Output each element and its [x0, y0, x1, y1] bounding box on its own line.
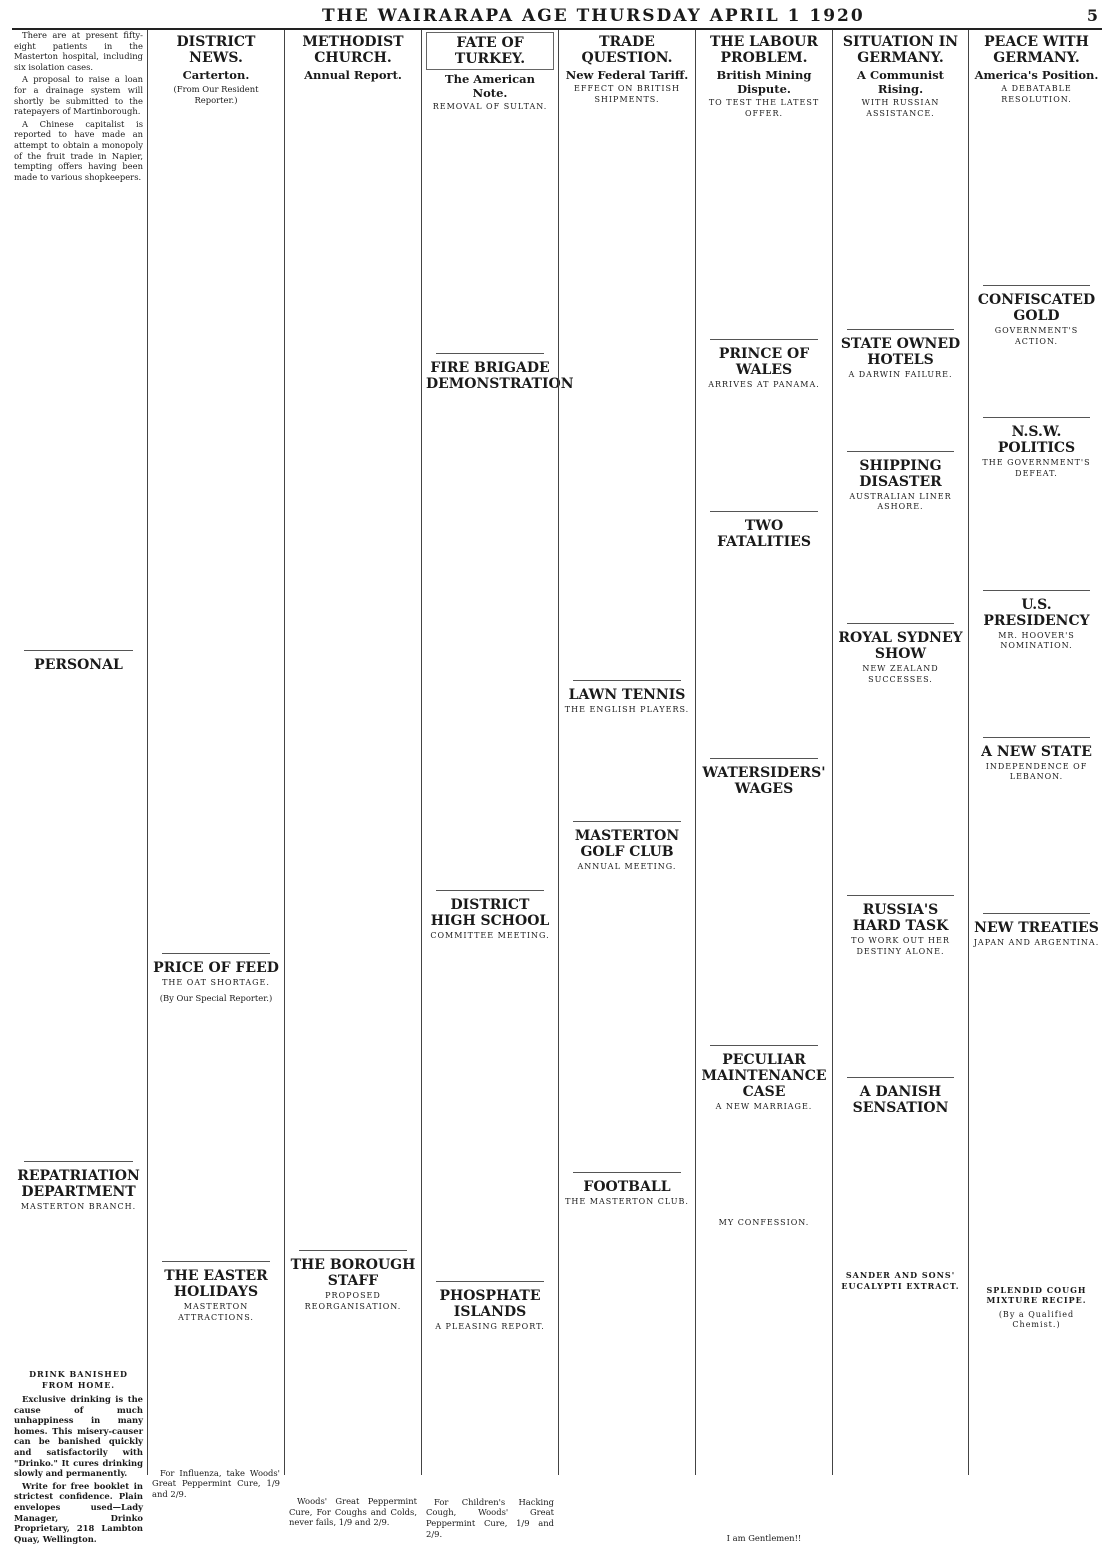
section-subheading: AUSTRALIAN LINER ASHORE. — [849, 491, 952, 512]
section-subheading: TO WORK OUT HER DESTINY ALONE. — [851, 936, 950, 956]
section-heading: SITUATION IN GERMANY. — [842, 34, 959, 66]
section-subheading: Carterton. — [182, 68, 250, 82]
section-subheading: THE ENGLISH PLAYERS. — [564, 705, 690, 715]
byline: (By Our Special Reporter.) — [159, 992, 273, 1003]
column-4 — [421, 30, 574, 1539]
section-heading: PRINCE OF WALES — [718, 346, 810, 379]
section-heading: PEACE WITH GERMANY. — [984, 34, 1089, 66]
section-heading: REPATRIATION DEPARTMENT — [17, 1168, 140, 1201]
section-heading: FIRE BRIGADE DEMONSTRATION — [426, 359, 574, 392]
ad-footer: Write for free booklet in strictest confidence. Plain envelopes used—Lady Manager, Drinko Proprietary, 218 Lambton Quay, Wellington. — [14, 1480, 143, 1544]
section-subheading: Annual Report. — [304, 68, 402, 82]
section-heading: FATE OF TURKEY. — [426, 32, 554, 70]
paragraph: There are at present fifty-eight patients in the Masterton hospital, including six isolation cases. — [14, 30, 143, 72]
section-subheading: ANNUAL MEETING. — [577, 861, 677, 871]
ad-heading: SPLENDID COUGH MIXTURE RECIPE. — [986, 1284, 1087, 1306]
section-subheading: A DEBATABLE RESOLUTION. — [1001, 84, 1072, 104]
section-subheading: WITH RUSSIAN ASSISTANCE. — [861, 98, 940, 118]
section-subheading: America's Position. — [974, 68, 1099, 82]
section-subheading: TO TEST THE LATEST OFFER. — [708, 98, 820, 118]
section-heading: METHODIST CHURCH. — [302, 34, 404, 66]
section-subheading: REMOVAL OF SULTAN. — [432, 102, 548, 111]
section-heading: NEW TREATIES — [974, 919, 1099, 936]
ad-footer: I am Gentlemen!! — [726, 1532, 802, 1543]
section-subheading: A NEW MARRIAGE. — [715, 1101, 813, 1111]
section-heading: CONFISCATED GOLD — [977, 292, 1096, 325]
ad-heading: SANDER AND SONS' EUCALYPTI EXTRACT. — [841, 1270, 960, 1291]
section-subheading: A Communist Rising. — [857, 68, 944, 96]
section-heading: TRADE QUESTION. — [581, 34, 673, 66]
section-heading: TWO FATALITIES — [717, 517, 811, 550]
section-subheading: MASTERTON ATTRACTIONS. — [178, 1302, 254, 1322]
section-heading: WATERSIDERS' WAGES — [702, 764, 826, 797]
section-subheading: British Mining Dispute. — [716, 68, 812, 96]
section-heading: DISTRICT NEWS. — [176, 34, 256, 66]
section-heading: ROYAL SYDNEY SHOW — [838, 629, 963, 662]
section-heading: N.S.W. POLITICS — [997, 424, 1076, 457]
section-heading: RUSSIA'S HARD TASK — [852, 902, 949, 935]
column-1 — [10, 30, 147, 1544]
paragraph: A proposal to raise a loan for a drainage system will shortly be submitted to the ratepayers of Martinborough. — [14, 74, 143, 117]
section-heading: LAWN TENNIS — [568, 687, 686, 704]
section-subheading: THE MASTERTON CLUB. — [565, 1197, 689, 1207]
ad-footer: For Influenza, take Woods' Great Peppermint Cure, 1/9 and 2/9. — [152, 1467, 280, 1499]
masthead — [12, 4, 1102, 30]
section-subheading: GOVERNMENT'S ACTION. — [994, 326, 1079, 346]
column-2 — [147, 30, 284, 1499]
section-subheading: PROPOSED REORGANISATION. — [304, 1291, 402, 1311]
section-heading: PERSONAL — [34, 657, 123, 674]
section-subheading: MR. HOOVER'S NOMINATION. — [998, 630, 1075, 651]
byline: (From Our Resident Reporter.) — [173, 84, 259, 105]
section-heading: THE LABOUR PROBLEM. — [709, 34, 819, 66]
columns — [10, 30, 1104, 1544]
column-8 — [968, 30, 1104, 1475]
section-subheading: The American Note. — [445, 72, 535, 100]
section-heading: SHIPPING DISASTER — [859, 457, 942, 490]
section-subheading: INDEPENDENCE OF LEBANON. — [985, 761, 1088, 782]
section-subheading: EFFECT ON BRITISH SHIPMENTS. — [574, 84, 680, 104]
section-subheading: MASTERTON BRANCH. — [20, 1202, 137, 1212]
column-5 — [558, 30, 695, 1475]
section-heading: PRICE OF FEED — [153, 960, 279, 977]
section-subheading: THE OAT SHORTAGE. — [162, 978, 270, 988]
paragraph: A Chinese capitalist is reported to have made an attempt to obtain a monopoly of the fruit trade in Napier, tempting offers having been made to various shopkeepers. — [14, 118, 143, 182]
section-subheading: A DARWIN FAILURE. — [848, 370, 953, 380]
section-subheading: COMMITTEE MEETING. — [430, 930, 550, 940]
section-heading: FOOTBALL — [583, 1179, 671, 1196]
section-heading: STATE OWNED HOTELS — [840, 336, 961, 369]
section-subheading: A PLEASING REPORT. — [435, 1322, 545, 1332]
column-6 — [695, 30, 832, 1543]
ad-heading: DRINK BANISHED FROM HOME. — [29, 1368, 128, 1390]
section-heading: DISTRICT HIGH SCHOOL — [430, 896, 550, 929]
column-3 — [284, 30, 421, 1528]
section-heading: A DANISH SENSATION — [852, 1084, 949, 1117]
section-heading: THE BOROUGH STAFF — [290, 1257, 416, 1289]
ad-footer: For Children's Hacking Cough, Woods' Great Peppermint Cure, 1/9 and 2/9. — [426, 1496, 554, 1539]
section-heading: PECULIAR MAINTENANCE CASE — [701, 1051, 827, 1100]
section-heading: A NEW STATE — [981, 743, 1092, 760]
ad-subheading: (By a Qualified Chemist.) — [998, 1309, 1075, 1330]
masthead-title: THE WAIRARAPA AGE THURSDAY APRIL 1 1920 — [322, 6, 865, 26]
section-subheading: MY CONFESSION. — [718, 1218, 810, 1228]
section-subheading: ARRIVES AT PANAMA. — [708, 380, 820, 390]
section-subheading: New Federal Tariff. — [565, 68, 689, 82]
section-subheading: JAPAN AND ARGENTINA. — [973, 937, 1100, 947]
section-heading: MASTERTON GOLF CLUB — [574, 827, 680, 860]
section-subheading: NEW ZEALAND SUCCESSES. — [862, 663, 939, 684]
column-7 — [832, 30, 968, 1475]
page-number: 5 — [1086, 6, 1098, 25]
section-subheading: THE GOVERNMENT'S DEFEAT. — [982, 458, 1091, 478]
section-heading: PHOSPHATE ISLANDS — [439, 1288, 541, 1321]
section-heading: U.S. PRESIDENCY — [983, 596, 1090, 629]
ad-footer: Woods' Great Peppermint Cure, For Coughs and Colds, never fails, 1/9 and 2/9. — [289, 1496, 417, 1528]
ad-text: Exclusive drinking is the cause of much unhappiness in many homes. This misery-causer can be banished quickly and satisfactorily with "Drinko." It cures drinking slowly and permanently. — [14, 1394, 143, 1479]
section-heading: THE EASTER HOLIDAYS — [164, 1268, 268, 1301]
